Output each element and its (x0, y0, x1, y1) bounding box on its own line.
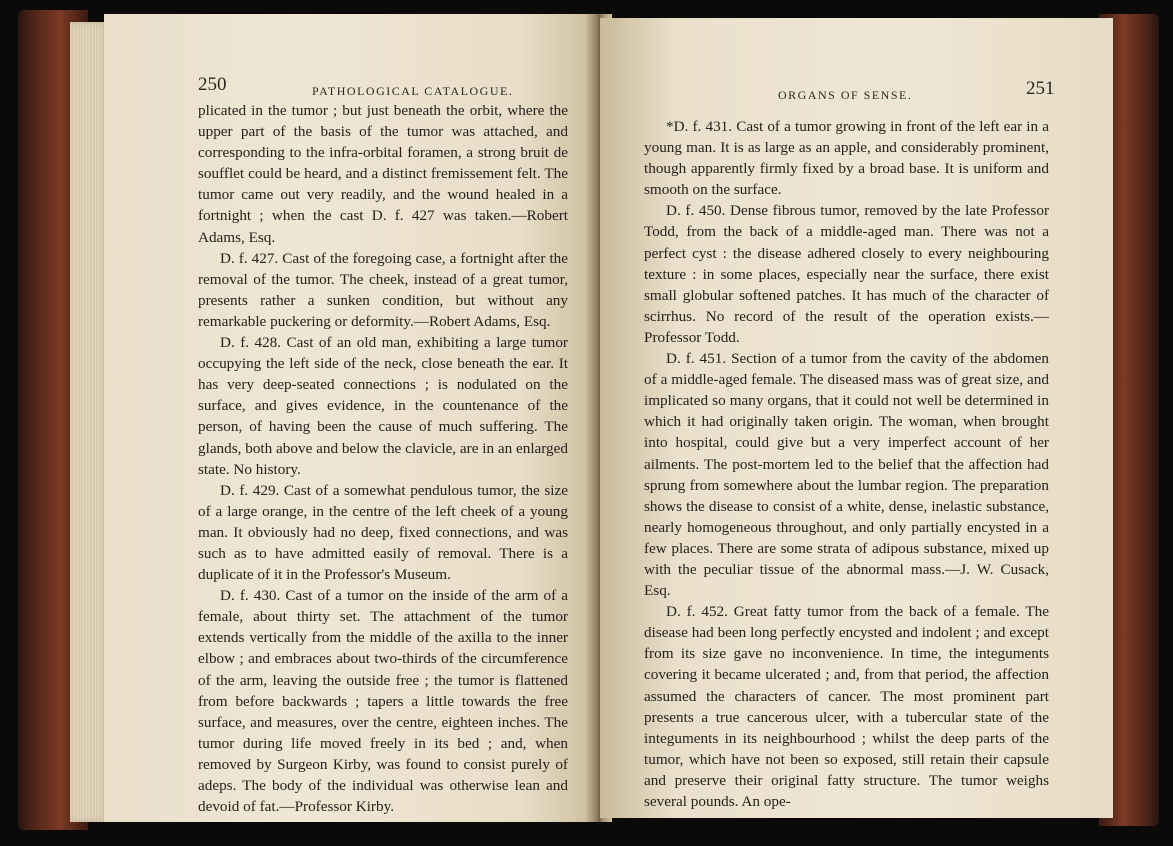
left-paragraph-3: D. f. 428. Cast of an old man, exhibiting a large tumor occupying the left side of the neck, close beneath the ear. It has very deep-seated connections ; is nodulated on the surface, and gives evidence, in the countenance of the person, of having been the cause of much suffering. The glands, both above and below the clavicle, are in an enlarged state. No history. (198, 334, 568, 478)
left-paragraph-2: D. f. 427. Cast of the foregoing case, a fortnight after the removal of the tumor. The cheek, instead of a great tumor, presents rather a sunken condition, but without any remarkable puckering or deformity.—Robert Adams, Esq. (198, 249, 568, 330)
right-running-head: ORGANS OF SENSE. (778, 88, 913, 102)
right-paragraph-1: *D. f. 431. Cast of a tumor growing in front of the left ear in a young man. It is as large as an apple, and considerably prominent, though apparently firmly fixed by a broad base. It is uniform and smooth on the surface. (644, 118, 1049, 199)
right-text-column (644, 116, 1049, 812)
left-paragraph-4: D. f. 429. Cast of a somewhat pendulous tumor, the size of a large orange, in the centre of the left cheek of a young man. It obviously had no deep, fixed connections, and was such as to have admitted easily of removal. There is a duplicate of it in the Professor's Museum. (198, 481, 568, 584)
left-text-column (198, 100, 568, 817)
left-running-head: PATHOLOGICAL CATALOGUE. (312, 84, 514, 98)
right-page (600, 18, 1113, 818)
left-paragraph-1: plicated in the tumor ; but just beneath the orbit, where the upper part of the basis of the tumor was attached, and corresponding to the infra-orbital foramen, a strong bruit de soufflet could be heard, and a distinct fremissement felt. The tumor came out very readily, and the wound healed in a fortnight ; when the cast D. f. 427 was taken.—Robert Adams, Esq. (198, 102, 568, 246)
left-page-number: 250 (198, 74, 227, 95)
right-paragraph-3: D. f. 451. Section of a tumor from the cavity of the abdomen of a middle-aged female. The diseased mass was of great size, and implicated so many organs, that it could not well be determined in which it had originally taken origin. The woman, when brought into hospital, could give but a very imperfect account of her ailments. The post-mortem led to the belief that the affection had sprung from somewhere about the lumbar region. The preparation shows the disease to consist of a white, dense, inelastic substance, nearly homogeneous throughout, and only partially encysted in a few places. There are some strata of adipous substance, mixed up with the peculiar tissue of the abnormal mass.—J. W. Cusack, Esq. (644, 350, 1049, 600)
left-paragraph-5: D. f. 430. Cast of a tumor on the inside of the arm of a female, about thirty set. The attachment of the tumor extends vertically from the middle of the axilla to the inner elbow ; and embraces about two-thirds of the circumference of the arm, leaving the outside free ; the tumor is flattened from before backwards ; tapers a little towards the free surface, and measures, over the centre, eighteen inches. The tumor during life moved freely in its bed ; and, when removed by Surgeon Kirby, was found to consist purely of adeps. The body of the individual was otherwise lean and devoid of fat.—Professor Kirby. (198, 587, 568, 816)
right-paragraph-4: D. f. 452. Great fatty tumor from the back of a female. The disease had been long perfectly encysted and indolent ; and except from its size gave no inconvenience. In time, the integuments covering it became ulcerated ; and, from that period, the affection assumed the characters of cancer. The most prominent part presents a true cancerous ulcer, with a tubercular state of the integuments in its neighbourhood ; whilst the deep parts of the tumor, which have not been so exposed, still retain their capsule and preserve their original fatty structure. The tumor weighs several pounds. An ope- (644, 603, 1049, 810)
right-paragraph-2: D. f. 450. Dense fibrous tumor, removed by the late Professor Todd, from the back of a middle-aged man. There was not a perfect cyst : the disease adhered closely to every neighbouring texture : in some places, especially near the surface, there exist small globular softened patches. It has much of the character of scirrhus. No record of the result of the operation exists.—Professor Todd. (644, 202, 1049, 346)
left-page (104, 14, 594, 822)
right-page-number: 251 (1026, 78, 1055, 99)
